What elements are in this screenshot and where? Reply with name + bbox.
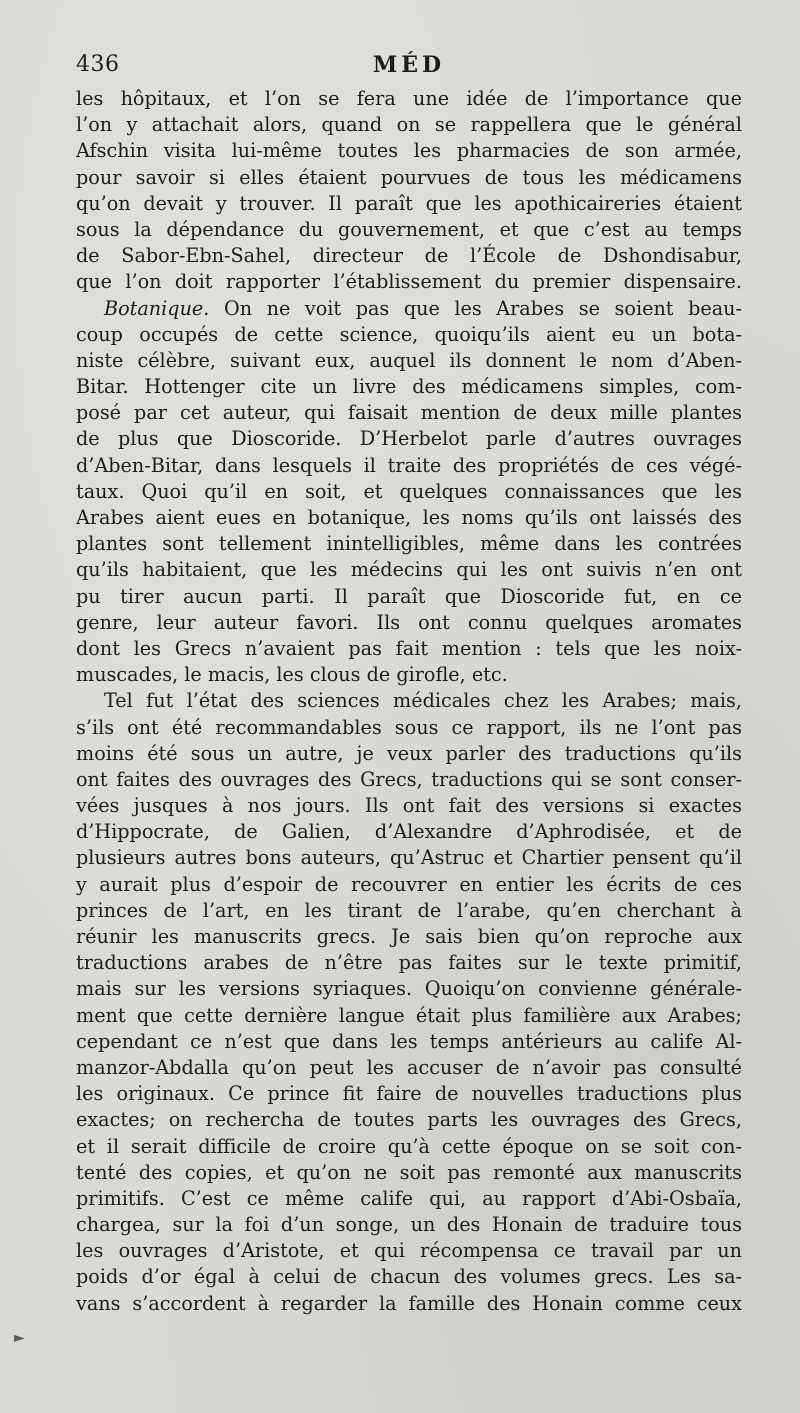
text-line: qu’on devait y trouver. Il paraît que les apothicaireries étaient — [76, 191, 742, 215]
text-line: sous la dépendance du gouvernement, et que c’est au temps — [76, 217, 742, 241]
text-line: ment que cette dernière langue était plus familière aux Arabes; — [76, 1003, 742, 1027]
section-keyword: Botanique. — [104, 296, 210, 320]
text-line: muscades, le macis, les clous de girofle, etc. — [76, 663, 508, 687]
text-line: que l’on doit rapporter l’établissement du premier dispensaire. — [76, 270, 742, 294]
text-line: Bitar. Hottenger cite un livre des médicamens simples, com- — [76, 375, 742, 399]
text-line: qu’ils habitaient, que les médecins qui les ont suivis n’en ont — [76, 558, 742, 582]
text-line: niste célèbre, suivant eux, auquel ils donnent le nom d’Aben- — [76, 348, 742, 372]
text-line: Arabes aient eues en botanique, les noms qu’ils ont laissés des — [76, 506, 742, 529]
text-line: les originaux. Ce prince fit faire de nouvelles traductions plus — [76, 1082, 742, 1106]
text-line: les hôpitaux, et l’on se fera une idée de l’importance que — [76, 87, 742, 110]
text-line: manzor-Abdalla qu’on peut les accuser de n’avoir pas consulté — [76, 1055, 742, 1079]
text-line: posé par cet auteur, qui faisait mention de deux mille plantes — [76, 401, 742, 425]
section-heading: MÉD — [372, 52, 446, 78]
text-line: plusieurs autres bons auteurs, qu’Astruc et Chartier pensent qu’il — [76, 846, 742, 870]
text-line: de Sabor-Ebn-Sahel, directeur de l’École de Dshondisabur, — [76, 244, 742, 268]
text-line: s’ils ont été recommandables sous ce rapport, ils ne l’ont pas — [76, 715, 742, 739]
text-line: primitifs. C’est ce même calife qui, au rapport d’Abi-Osbaïa, — [76, 1186, 742, 1210]
text-line: vans s’accordent à regarder la famille des Honain comme ceux — [76, 1291, 742, 1315]
text-line: mais sur les versions syriaques. Quoiqu’on convienne générale- — [76, 977, 742, 1001]
text-line: Afschin visita lui-même toutes les pharmacies de son armée, — [76, 139, 742, 163]
text-line: genre, leur auteur favori. Ils ont connu quelques aromates — [76, 610, 742, 634]
text-line: tenté des copies, et qu’on ne soit pas remonté aux manuscrits — [76, 1160, 742, 1184]
text-line: réunir les manuscrits grecs. Je sais bien qu’on reproche aux — [76, 925, 742, 948]
running-head — [76, 52, 742, 84]
text-line: ont faites des ouvrages des Grecs, traductions qui se sont conser- — [76, 767, 742, 791]
text-line: taux. Quoi qu’il en soit, et quelques connaissances que les — [76, 479, 742, 503]
text-line: vées jusques à nos jours. Ils ont fait des versions si exactes — [76, 794, 742, 818]
text-line: princes de l’art, en les tirant de l’arabe, qu’en cherchant à — [76, 898, 742, 922]
text-line: poids d’or égal à celui de chacun des volumes grecs. Les sa- — [76, 1265, 742, 1289]
text-line: Botanique. On ne voit pas que les Arabes se soient beau- — [104, 296, 742, 320]
text-line: dont les Grecs n’avaient pas fait mention : tels que les noix- — [76, 636, 742, 660]
text-line: pu tirer aucun parti. Il paraît que Dioscoride fut, en ce — [76, 584, 742, 608]
text-line: y aurait plus d’espoir de recouvrer en entier les écrits de ces — [76, 872, 742, 896]
margin-mark-icon: ► — [14, 1330, 25, 1346]
text-line: traductions arabes de n’être pas faites sur le texte primitif, — [76, 951, 742, 975]
text-line: chargea, sur la foi d’un songe, un des Honain de traduire tous — [76, 1213, 742, 1237]
text-line: de plus que Dioscoride. D’Herbelot parle d’autres ouvrages — [76, 427, 742, 451]
text-line: et il serait difficile de croire qu’à cette époque on se soit con- — [76, 1134, 742, 1158]
text-line: l’on y attachait alors, quand on se rappellera que le général — [76, 113, 742, 137]
text-line: plantes sont tellement inintelligibles, même dans les contrées — [76, 532, 742, 556]
page-number: 436 — [76, 52, 120, 77]
text-line: cependant ce n’est que dans les temps antérieurs au calife Al- — [76, 1029, 742, 1053]
text-line: Tel fut l’état des sciences médicales chez les Arabes; mais, — [104, 689, 742, 713]
text-line: pour savoir si elles étaient pourvues de tous les médicamens — [76, 165, 742, 189]
text-line: les ouvrages d’Aristote, et qui récompensa ce travail par un — [76, 1239, 742, 1263]
text-line: d’Hippocrate, de Galien, d’Alexandre d’Aphrodisée, et de — [76, 820, 742, 844]
text-line: coup occupés de cette science, quoiqu’ils aient eu un bota- — [76, 322, 742, 346]
text-line: exactes; on rechercha de toutes parts les ouvrages des Grecs, — [76, 1108, 742, 1132]
body-text — [76, 86, 742, 1317]
text-line: moins été sous un autre, je veux parler des traductions qu’ils — [76, 741, 742, 765]
text-line: d’Aben-Bitar, dans lesquels il traite des propriétés de ces végé- — [76, 453, 742, 477]
